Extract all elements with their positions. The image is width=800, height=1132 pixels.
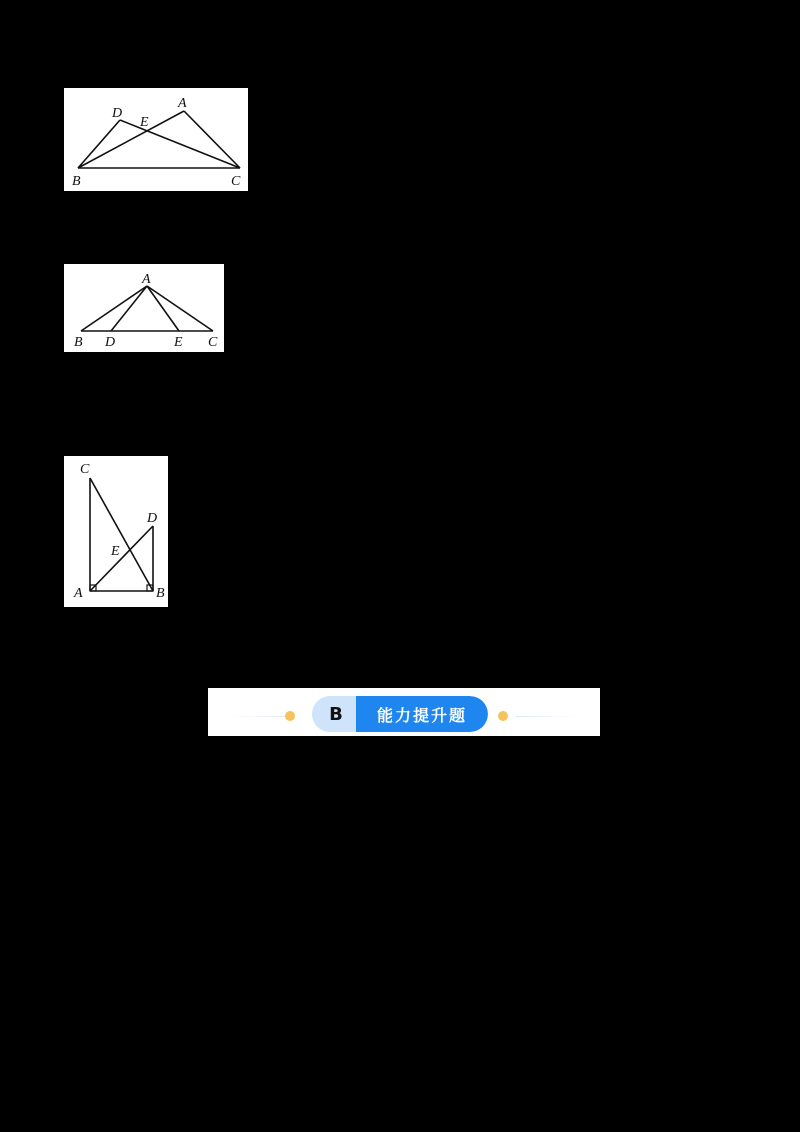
label-b: B bbox=[74, 335, 83, 350]
geometry-figure-1 bbox=[64, 88, 248, 191]
section-pill bbox=[312, 696, 488, 732]
label-c: C bbox=[80, 462, 90, 477]
label-e: E bbox=[174, 335, 183, 350]
decorative-dot-left bbox=[285, 711, 295, 721]
label-a: A bbox=[142, 272, 151, 287]
label-d: D bbox=[112, 106, 123, 121]
label-a: A bbox=[74, 586, 83, 601]
section-banner bbox=[208, 688, 600, 736]
label-e: E bbox=[140, 115, 149, 130]
geometry-figure-3 bbox=[64, 456, 168, 607]
label-c: C bbox=[208, 335, 218, 350]
triangles-diagram-1 bbox=[64, 88, 248, 191]
label-a: A bbox=[178, 96, 187, 111]
label-e: E bbox=[111, 544, 120, 559]
label-d: D bbox=[105, 335, 116, 350]
triangle-diagram-2 bbox=[64, 264, 224, 352]
label-b: B bbox=[156, 586, 165, 601]
right-angle-diagram-3 bbox=[64, 456, 168, 607]
decorative-line-left bbox=[230, 716, 292, 717]
label-c: C bbox=[231, 174, 241, 189]
decorative-line-right bbox=[516, 716, 578, 717]
label-d: D bbox=[147, 511, 158, 526]
label-b: B bbox=[72, 174, 81, 189]
decorative-dot-right bbox=[498, 711, 508, 721]
geometry-figure-2 bbox=[64, 264, 224, 352]
section-letter: B bbox=[312, 696, 356, 732]
section-title: 能力提升题 bbox=[356, 696, 488, 732]
